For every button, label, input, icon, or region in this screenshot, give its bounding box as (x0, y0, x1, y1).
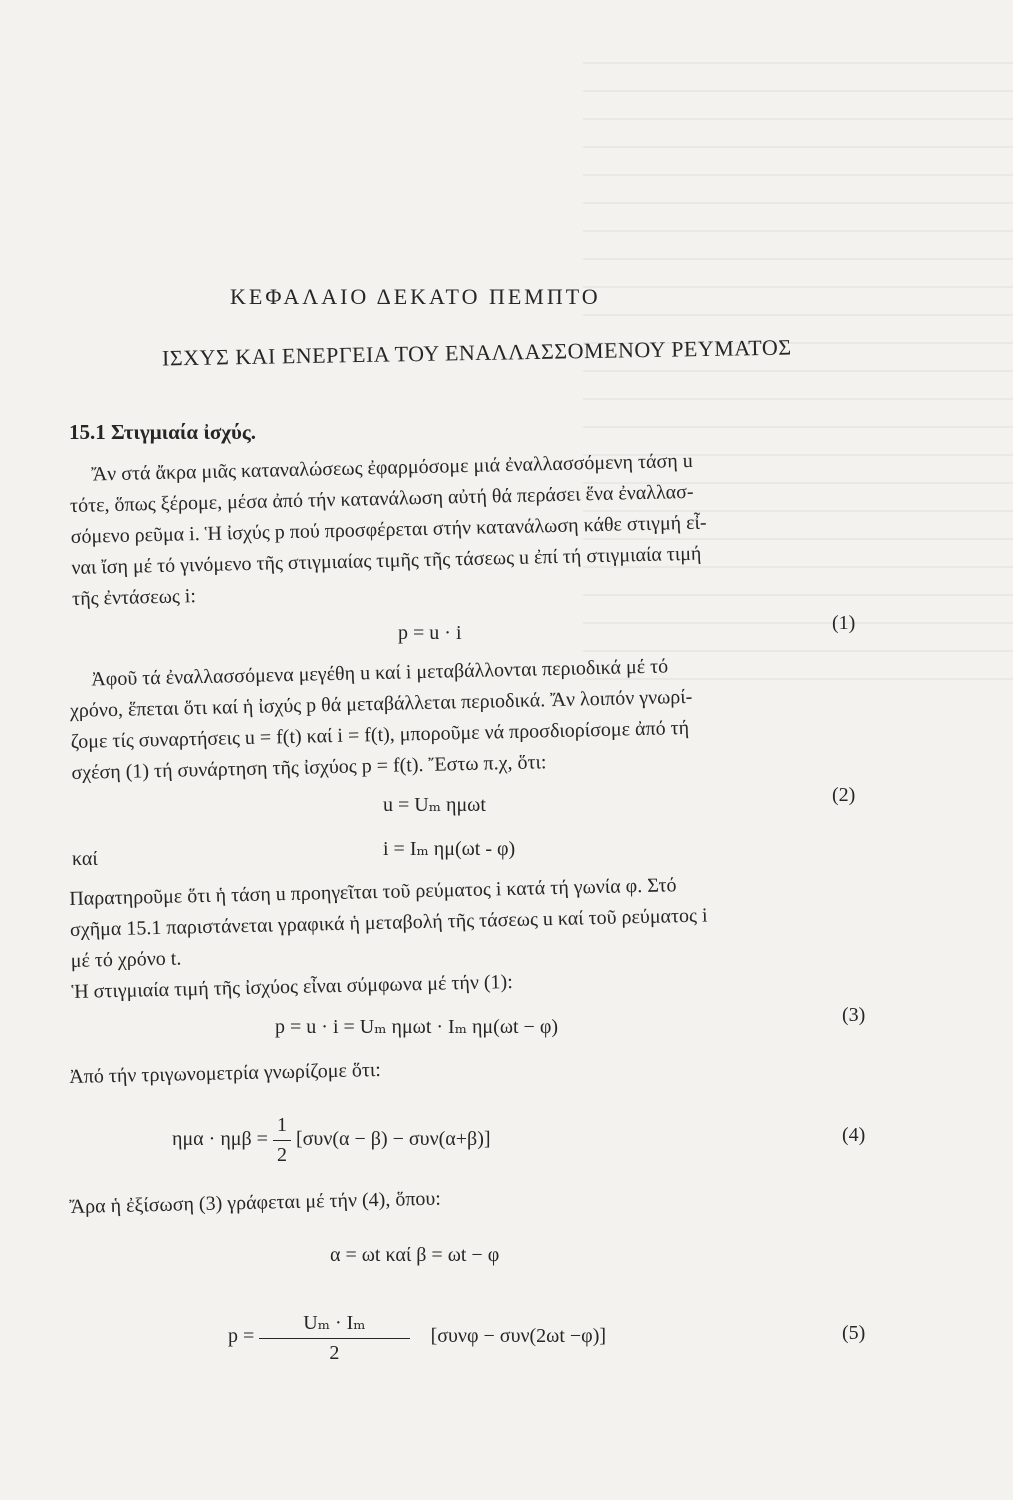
fraction-denominator: 2 (329, 1342, 340, 1364)
paragraph-phase (69, 866, 872, 1008)
equation-number-2: (2) (832, 784, 856, 806)
equation-number-1: (1) (832, 612, 856, 634)
text-line: Ἄν στά ἄκρα μιᾶς καταναλώσεως ἐφαρμόσομε μιά ἐναλλασσόμενη τάση u (91, 449, 693, 486)
fraction (259, 1310, 409, 1365)
equation-1: p = u · i (398, 622, 462, 644)
text-line: Ἀπό τήν τριγωνομετρία γνωρίζομε ὅτι: (69, 1058, 382, 1088)
section-heading: 15.1 Στιγμιαία ἰσχύς. (69, 420, 257, 444)
fraction (273, 1114, 291, 1167)
equation-substitution: α = ωt καί β = ωt − φ (330, 1244, 500, 1266)
text-line: σόμενο ρεῦμα i. Ἡ ἰσχύς p πού προσφέρεται στήν κατανάλωση κάθε στιγμή εἶ- (70, 511, 707, 548)
equation-5 (228, 1310, 606, 1365)
equation-number-3: (3) (842, 1004, 866, 1026)
text-line: σχῆμα 15.1 παριστάνεται γραφικά ἡ μεταβολή τῆς τάσεως u καί τοῦ ρεύματος i (69, 904, 708, 941)
equation-3: p = u · i = Uₘ ημωt · Iₘ ημ(ωt − φ) (275, 1016, 559, 1038)
equation-5-right: [συνφ − συν(2ωt −φ)] (430, 1325, 607, 1348)
paragraph-intro (69, 442, 872, 615)
text-line: σχέση (1) τή συνάρτηση τῆς ἰσχύος p = f(t). Ἔστω π.χ, ὅτι: (71, 751, 547, 784)
chapter-title: ΙΣΧΥΣ ΚΑΙ ΕΝΕΡΓΕΙΑ ΤΟΥ ΕΝΑΛΛΑΣΣΟΜΕΝΟΥ ΡΕΥΜΑΤΟΣ (161, 334, 792, 371)
text-line: τότε, ὅπως ξέρομε, μέσα ἀπό τήν κατανάλωση αὐτή θά περάσει ἕνα ἐναλλασ- (69, 480, 694, 517)
equation-number-5: (5) (842, 1322, 866, 1344)
text-line: τῆς ἐντάσεως i: (71, 585, 197, 610)
fraction-denominator: 2 (276, 1144, 287, 1166)
text-line: Ἀφοῦ τά ἐναλλασσόμενα μεγέθη u καί i μεταβάλλονται περιοδικά μέ τό (91, 655, 669, 691)
text-line: ναι ἴση μέ τό γινόμενο τῆς στιγμιαίας τιμῆς τῆς τάσεως u ἐπί τή στιγμιαία τιμή (71, 542, 702, 579)
equation-2a: u = Uₘ ημωt (383, 794, 486, 816)
equation-number-4: (4) (842, 1124, 866, 1146)
text-line: Ἄρα ἡ ἐξίσωση (3) γράφεται μέ τήν (4), ὅπου: (69, 1187, 442, 1218)
text-line: μέ τό χρόνο t. (70, 947, 182, 972)
fraction-numerator: 1 (273, 1114, 291, 1141)
text-line: ζομε τίς συναρτήσεις u = f(t) καί i = f(t), μποροῦμε νά προσδιορίσομε ἀπό τή (70, 716, 690, 753)
text-line: Παρατηροῦμε ὅτι ἡ τάση u προηγεῖται τοῦ ρεύματος i κατά τή γωνία φ. Στό (69, 874, 677, 910)
paragraph-trig (69, 1044, 869, 1093)
equation-5-left: p = (228, 1325, 255, 1348)
equation-2b: i = Iₘ ημ(ωt - φ) (383, 838, 516, 860)
chapter-heading: ΚΕΦΑΛΑΙΟ ΔΕΚΑΤΟ ΠΕΜΠΤΟ (230, 284, 601, 309)
equation-4 (172, 1114, 491, 1167)
text-line: χρόνο, ἕπεται ὅτι καί ἡ ἰσχύς p θά μεταβάλλεται περιοδικά. Ἄν λοιπόν γνωρί- (69, 685, 693, 722)
equation-4-left: ημα · ημβ = (172, 1128, 268, 1151)
equation-4-right: [συν(α − β) − συν(α+β)] (295, 1128, 491, 1151)
conjunction-kai: καί (72, 848, 98, 870)
paragraph-periodic (69, 647, 872, 789)
text-line: Ἡ στιγμιαία τιμή τῆς ἰσχύος εἶναι σύμφωνα μέ τήν (1): (71, 970, 513, 1003)
fraction-numerator: Uₘ · Iₘ (259, 1310, 409, 1339)
paragraph-substitution (69, 1174, 869, 1223)
